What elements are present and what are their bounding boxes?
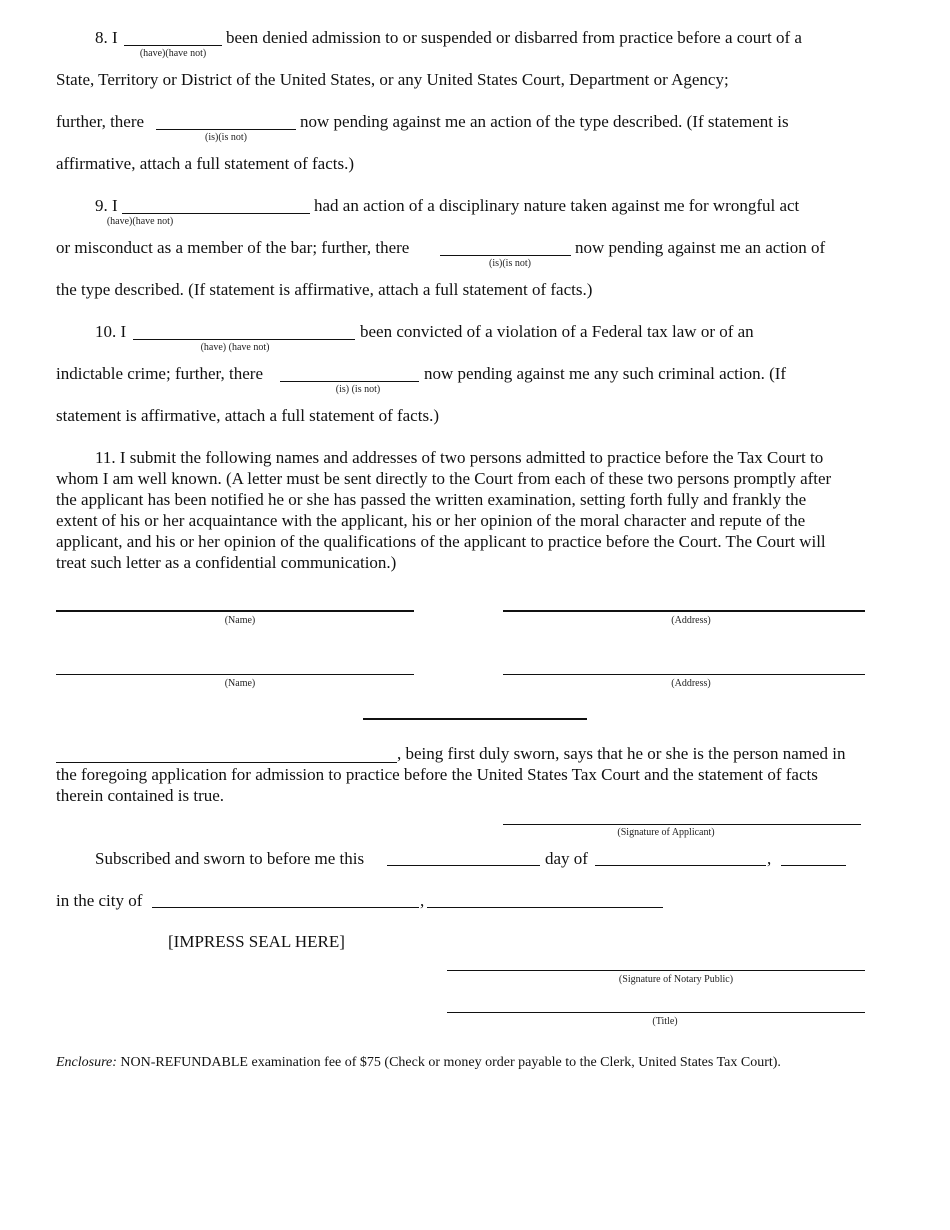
reference1-address-field[interactable] bbox=[503, 610, 865, 612]
item8-line4: affirmative, attach a full statement of facts.) bbox=[56, 154, 354, 173]
reference2-name-label: (Name) bbox=[224, 678, 256, 689]
reference2-address-field[interactable] bbox=[503, 674, 865, 675]
item8-have-hint: (have)(have not) bbox=[139, 48, 207, 59]
applicant-signature-field[interactable] bbox=[503, 824, 861, 825]
reference1-name-field[interactable] bbox=[56, 610, 414, 612]
reference2-name-field[interactable] bbox=[56, 674, 414, 675]
item8-text: been denied admission to or suspended or disbarred from practice before a court of a bbox=[226, 28, 802, 47]
city-field[interactable] bbox=[152, 907, 419, 908]
oath-line3: therein contained is true. bbox=[56, 786, 225, 805]
oath-line2: the foregoing application for admission to practice before the United States Tax Court and the statement of facts bbox=[56, 765, 818, 784]
oath-line1: , being first duly sworn, says that he or she is the person named in bbox=[397, 744, 846, 763]
item8-number: 8. I bbox=[95, 28, 118, 47]
applicant-signature-label: (Signature of Applicant) bbox=[617, 827, 715, 838]
state-field[interactable] bbox=[427, 907, 663, 908]
item11-line: 11. I submit the following names and addresses of two persons admitted to practice before the Tax Court to bbox=[95, 448, 824, 467]
item9-number: 9. I bbox=[95, 196, 118, 215]
notary-signature-label: (Signature of Notary Public) bbox=[618, 974, 734, 985]
item10-text: been convicted of a violation of a Federal tax law or of an bbox=[360, 322, 754, 341]
item9-text: had an action of a disciplinary nature taken against me for wrongful act bbox=[314, 196, 800, 215]
applicant-name-field[interactable] bbox=[56, 762, 397, 763]
day-of-text: day of bbox=[545, 849, 588, 868]
reference1-name-label: (Name) bbox=[224, 615, 256, 626]
item11-line: applicant, and his or her opinion of the qualifications of the applicant to practice before the Court. The Court will bbox=[56, 532, 826, 551]
item8-line2: State, Territory or District of the United States, or any United States Court, Department or Agency; bbox=[56, 70, 729, 89]
subscribed-text: Subscribed and sworn to before me this bbox=[95, 849, 365, 868]
enclosure-label: Enclosure: bbox=[56, 1055, 117, 1070]
enclosure-text: NON-REFUNDABLE examination fee of $75 (Check or money order payable to the Clerk, United States Tax Court). bbox=[120, 1055, 781, 1070]
day-field[interactable] bbox=[387, 865, 540, 866]
city-comma: , bbox=[420, 891, 425, 910]
item10-have-field[interactable] bbox=[133, 339, 355, 340]
item8-line3: now pending against me an action of the type described. (If statement is bbox=[300, 112, 789, 131]
item9-have-hint: (have)(have not) bbox=[106, 216, 174, 227]
notary-signature-field[interactable] bbox=[447, 970, 865, 971]
item10-line3: statement is affirmative, attach a full statement of facts.) bbox=[56, 406, 439, 425]
item8-have-field[interactable] bbox=[124, 45, 222, 46]
item9-line3: the type described. (If statement is affirmative, attach a full statement of facts.) bbox=[56, 280, 593, 299]
notary-title-label: (Title) bbox=[652, 1016, 678, 1027]
item9-is-field[interactable] bbox=[440, 255, 571, 256]
item8-is-field[interactable] bbox=[156, 129, 296, 130]
item8-further: further, there bbox=[56, 112, 145, 131]
item9-have-field[interactable] bbox=[122, 213, 310, 214]
item10-line2: indictable crime; further, there bbox=[56, 364, 263, 383]
item10-have-hint: (have) (have not) bbox=[200, 342, 270, 353]
item8-is-hint: (is)(is not) bbox=[205, 132, 247, 143]
item10-is-hint: (is) (is not) bbox=[335, 384, 381, 395]
enclosure-note bbox=[56, 1054, 781, 1072]
notary-title-field[interactable] bbox=[447, 1012, 865, 1013]
month-field[interactable] bbox=[595, 865, 766, 866]
item10-number: 10. I bbox=[95, 322, 127, 341]
section-divider bbox=[363, 718, 587, 720]
reference1-address-label: (Address) bbox=[671, 615, 711, 626]
item10-is-field[interactable] bbox=[280, 381, 419, 382]
item11-line: whom I am well known. (A letter must be sent directly to the Court from each of these two persons promptly after bbox=[56, 469, 832, 488]
item10-line2-post: now pending against me any such criminal action. (If bbox=[424, 364, 787, 383]
item9-is-hint: (is)(is not) bbox=[489, 258, 531, 269]
item9-line2-post: now pending against me an action of bbox=[575, 238, 826, 257]
seal-placeholder: [IMPRESS SEAL HERE] bbox=[168, 932, 345, 951]
reference2-address-label: (Address) bbox=[671, 678, 711, 689]
date-comma: , bbox=[767, 849, 772, 868]
item11-line: treat such letter as a confidential communication.) bbox=[56, 553, 397, 572]
item11-line: the applicant has been notified he or she has passed the written examination, setting forth fully and frankly the bbox=[56, 490, 807, 509]
year-field[interactable] bbox=[781, 865, 846, 866]
city-text: in the city of bbox=[56, 891, 143, 910]
item9-line2: or misconduct as a member of the bar; further, there bbox=[56, 238, 410, 257]
item11-line: extent of his or her acquaintance with the applicant, his or her opinion of the moral character and repute of the bbox=[56, 511, 806, 530]
